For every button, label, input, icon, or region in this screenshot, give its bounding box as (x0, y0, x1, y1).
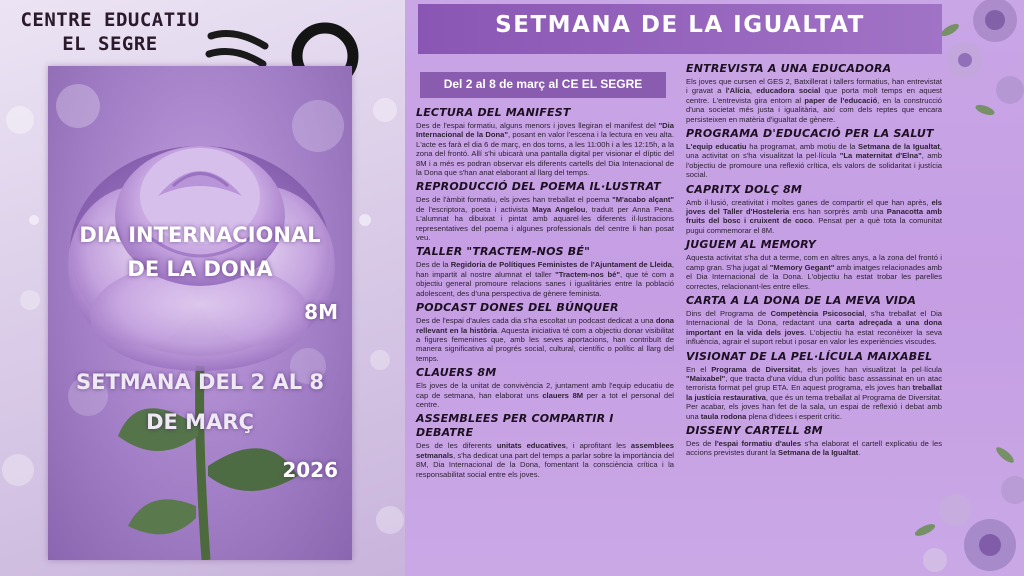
highlight-text: els joves del Taller d'Hosteleria (686, 197, 942, 217)
body-text: ens han sorprès amb una (789, 207, 887, 217)
section-body (686, 253, 942, 291)
highlight-text: "Tractem-nos bé" (555, 269, 620, 279)
body-text: , (749, 86, 757, 96)
main-title: SETMANA DE LA IGUALTAT (495, 12, 865, 38)
section-body (686, 77, 942, 124)
body-text: , una activitat on s'ha visualitzat la pel·lícula (686, 142, 942, 161)
highlight-text: Regidoria de Polítiques Feministes de l'Ajuntament de Lleida (450, 260, 672, 270)
section-body (686, 365, 942, 421)
highlight-text: paper de l'educació (804, 95, 878, 105)
section-body (686, 309, 942, 347)
poster-week (58, 362, 342, 442)
school-name-line1: CENTRE EDUCATIU (20, 9, 200, 31)
section-body (416, 381, 674, 409)
section-title: PROGRAMA D'EDUCACIÓ PER LA SALUT (686, 127, 934, 141)
body-text: , traduït per Anna Pena. L'alumnat ha dibuixat i pintat amb aquarel·les diferents il·lustracions representatives del poema i algunes professionals del centre li han posat veu. (416, 204, 674, 243)
highlight-text: Competència Psicosocial (770, 308, 865, 318)
highlight-text: "Maixabel" (686, 373, 726, 383)
body-text: , han impartit al nostre alumnat el taller (416, 260, 674, 279)
body-text: , posant en valor l'escena i la lectura en veu alta. L'acte es farà el dia 6 de març, en dos torns, a les 11:00h i a les 12:15h, a la zona del frontó. Allí s'hi ubicarà una pantalla digital per visionar el díptic del 8M i a més es podran observar els diferents cartells del Dia Intenacional de la Dona que s'han anat elaborant al llarg del temps. (416, 130, 674, 178)
section-title: ASSEMBLEES PER COMPARTIR I DEBATRE (416, 412, 614, 440)
body-text: En el (686, 364, 712, 374)
section-title: CARTA A LA DONA DE LA MEVA VIDA (686, 293, 917, 307)
highlight-text: l'espai formatiu d'aules (714, 438, 802, 448)
left-panel (0, 0, 405, 576)
poster-image (48, 66, 352, 560)
body-text: Des de l'espai formatiu, alguns menors i joves llegiran el manifest del (416, 121, 659, 130)
section-body (416, 260, 674, 298)
highlight-text: Panacotta amb fruits del bosc i cruixent de coco (686, 207, 942, 226)
poster-week-line2: DE MARÇ (146, 410, 254, 434)
highlight-text: "M'acabo alçant" (612, 195, 675, 205)
section-clauers-8m (416, 366, 674, 409)
body-text: , en la construcció d'una societat més justa i igualitària, així com dels reptes que encara persisteixen en matèria d'igualtat de gènere. (686, 95, 942, 124)
body-text: plena d'idees i esperit crític. (746, 411, 842, 421)
highlight-text: educadora social (756, 86, 821, 96)
highlight-text: clauers 8M (542, 390, 584, 400)
section-programa-d-educacio-per-la-salut (686, 127, 942, 180)
highlight-text: l'Alícia (725, 86, 750, 96)
right-column (686, 62, 942, 461)
body-text: Des de l'àmbit formatiu, els joves han treballat el poema (416, 195, 613, 205)
body-text: Des de (686, 438, 715, 448)
highlight-text: L'equip educatiu (686, 142, 747, 152)
school-name (10, 8, 210, 56)
body-text: , els joves han visualitzat la pel·lícula (800, 364, 942, 374)
section-body (416, 195, 674, 242)
body-text: , que és un tema treballat al Programa de Diversitat. Per acabar, els joves han fet de la sala, un espai de reflexió i debat amb una (686, 392, 942, 421)
body-text: Dins del Programa de (686, 308, 771, 318)
highlight-text: assemblees setmanals (416, 441, 674, 460)
section-title: PODCAST DONES DEL BÚNQUER (416, 301, 619, 315)
section-carta-a-la-dona-de-la-meva-vida (686, 294, 942, 347)
body-text: , s'ha dedicat una part del temps a parlar sobre la importància del 8M, Dia Internacional de la Dona, fomentant la consciència crítica i la responsabilitat social entre els joves. (416, 450, 674, 479)
section-disseny-cartell-8m (686, 424, 942, 458)
section-title: CLAUERS 8M (416, 366, 497, 380)
body-text: . Pensat per a què tota la comunitat pugui commemorar el 8M. (686, 216, 942, 235)
body-text: , que té com a objectiu general promoure relacions sanes i igualitàries entre la població adolescent, des d'una perspectiva de gènere feminista. (416, 269, 674, 298)
body-text: . L'objectiu ha estat reconèixer la seva influència, agrair el suport rebut i posar en valor les experiències viscudes. (686, 327, 942, 347)
body-text: per a tot el personal del centre. (416, 390, 674, 409)
highlight-text: "Dia Internacional de la Dona" (416, 121, 674, 140)
main-title-bar (418, 4, 942, 54)
poster-week-line1: SETMANA DEL 2 AL 8 (75, 370, 325, 394)
body-text: , s'ha treballat el Dia Internacional de la Dona, redactant una (686, 308, 942, 328)
section-title: REPRODUCCIÓ DEL POEMA IL·LUSTRAT (416, 180, 661, 194)
highlight-text: carta adreçada a una dona important en la vida dels joves (686, 318, 942, 337)
section-visionat-de-la-pel-licula-maixabel (686, 350, 942, 421)
section-title: VISIONAT DE LA PEL·LÍCULA MAIXABEL (686, 349, 933, 363)
highlight-text: Setmana de la Igualtat (778, 448, 859, 458)
poster-title-line1: DIA INTERNACIONAL (79, 223, 321, 247)
section-body (686, 439, 942, 458)
highlight-text: treballat la justícia restaurativa (686, 383, 942, 402)
poster-title-line2: DE LA DONA (127, 257, 273, 281)
section-assemblees-per-compartir-i-debatre (416, 412, 674, 479)
section-taller-tractem-nos-be (416, 245, 674, 298)
section-title: CAPRITX DOLÇ 8M (686, 182, 803, 196)
highlight-text: "La maternitat d'Elna" (839, 151, 922, 161)
section-body (416, 316, 674, 363)
highlight-text: taula rodona (700, 411, 747, 421)
body-text: ha programat, amb motiu de la (746, 142, 859, 152)
body-text: Els joves de la unitat de convivència 2, juntament amb l'equip educatiu de cap de setmana, han elaborat uns (416, 381, 674, 400)
body-text: que porta molt temps en aquest centre. L'entrevista gira entorn al (686, 86, 942, 105)
body-text: Aquesta activitat s'ha dut a terme, com en altres anys, a la zona del frontó i camp gran. S'ha jugat al (686, 253, 942, 272)
body-text: Des de les diferents (416, 441, 497, 451)
highlight-text: unitats educatives (496, 441, 566, 451)
section-title: LECTURA DEL MANIFEST (416, 106, 571, 119)
highlight-text: Maya Angelou (532, 204, 586, 214)
section-title: JUGUEM AL MEMORY (686, 238, 817, 252)
body-text: Des de la (416, 260, 451, 270)
body-text: amb imatges relacionades amb el Dia Internacional de la Dona. L'objectiu ha estat trobar les parelles correctes, relacionant-les entre elles. (686, 262, 942, 291)
body-text: Amb il·lusió, creativitat i moltes ganes de compartir el que han après, (686, 197, 932, 207)
poster-title (48, 218, 352, 286)
school-name-line2: EL SEGRE (62, 33, 158, 55)
highlight-text: dona rellevant en la història (416, 316, 674, 335)
section-title: ENTREVISTA A UNA EDUCADORA (686, 62, 892, 75)
body-text: , i aprofitant les (565, 441, 631, 451)
body-text: . Aquesta iniciativa té com a objectiu donar visibilitat a figures femenines que, amb les seves aportacions, han contribuït de manera significativa al progrés social, cultural, científic o polític al llarg del temps. (416, 325, 675, 363)
section-body (416, 441, 674, 479)
section-lectura-del-manifest (416, 106, 674, 177)
date-text: Del 2 al 8 de març al CE EL SEGRE (443, 77, 643, 91)
body-text: , amb l'objectiu de promoure una reflexió crítica, els valors de solidaritat i justícia social. (686, 151, 942, 180)
body-text: de l'escriptora, poeta i activista (416, 204, 533, 214)
section-title: TALLER "TRACTEM-NOS BÉ" (416, 245, 591, 259)
section-body (686, 142, 942, 180)
date-banner (420, 72, 666, 98)
section-entrevista-a-una-educadora (686, 62, 942, 124)
body-text: Des de l'espai d'aules cada dia s'ha escoltat un podcast dedicat a una (416, 316, 656, 326)
poster-tag: 8M (304, 300, 338, 324)
section-body (686, 198, 942, 236)
highlight-text: Programa de Diversitat (711, 364, 801, 374)
body-text: , que tracta d'una vídua d'un polític basc assassinat en un atac terrorista format pel grup ETA. En aquest programa, els joves han (686, 373, 942, 393)
section-podcast-dones-del-bunquer (416, 301, 674, 363)
body-text: . (858, 448, 861, 458)
highlight-text: "Memory Gegant" (769, 262, 835, 272)
section-capritx-dolc-8m (686, 183, 942, 236)
body-text: Els joves que cursen el GES 2, Batxillerat i tallers formatius, han entrevistat i gravat a (686, 77, 942, 96)
poster-year: 2026 (282, 458, 338, 482)
highlight-text: Setmana de la Igualtat (858, 142, 940, 152)
left-column (416, 106, 674, 482)
section-body (416, 121, 674, 177)
section-reproduccio-del-poema-il-lustrat (416, 180, 674, 242)
section-juguem-al-memory (686, 238, 942, 291)
body-text: s'ha elaborat el cartell explicatiu de les accions previstes durant la (686, 438, 943, 458)
section-title: DISSENY CARTELL 8M (686, 423, 823, 437)
